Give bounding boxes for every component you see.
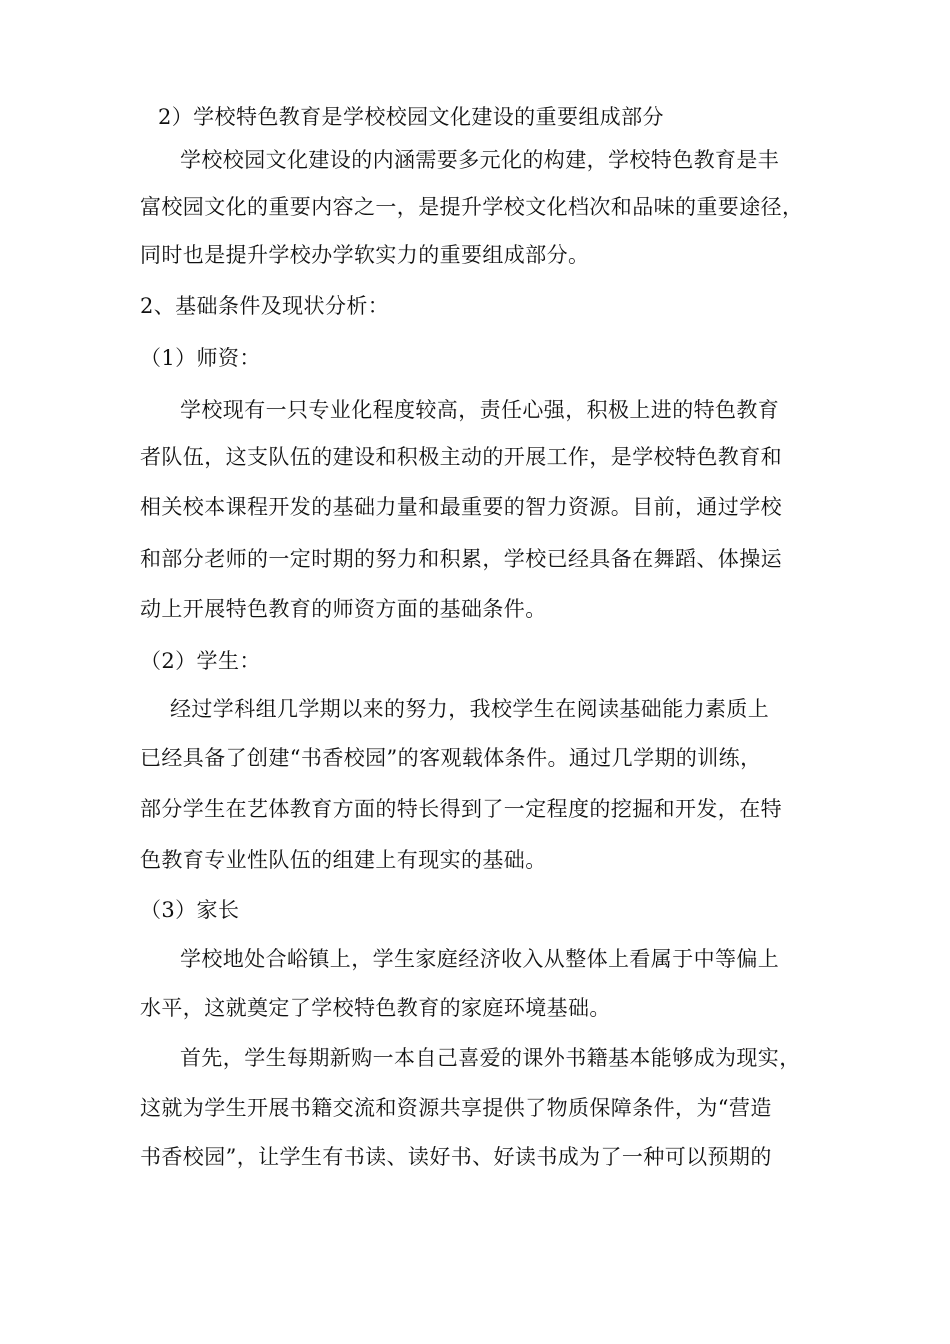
paragraph-line: 这就为学生开展书籍交流和资源共享提供了物质保障条件，为“营造 <box>140 1096 772 1120</box>
paragraph-line: 已经具备了创建“书香校园”的客观载体条件。通过几学期的训练， <box>140 746 762 770</box>
paragraph-line: 经过学科组几学期以来的努力，我校学生在阅读基础能力素质上 <box>170 697 770 721</box>
paragraph-line: 首先，学生每期新购一本自己喜爱的课外书籍基本能够成为现实， <box>180 1046 801 1070</box>
paragraph-line: 水平，这就奠定了学校特色教育的家庭环境基础。 <box>140 996 611 1020</box>
paragraph-line: 学校地处合峪镇上，学生家庭经济收入从整体上看属于中等偏上 <box>180 947 780 971</box>
item-heading-parents: （3）家长 <box>140 898 240 922</box>
paragraph-line: 学校校园文化建设的内涵需要多元化的构建，学校特色教育是丰 <box>180 148 780 172</box>
paragraph-line: 学校现有一只专业化程度较高，责任心强，积极上进的特色教育 <box>180 398 780 422</box>
paragraph-line: 同时也是提升学校办学软实力的重要组成部分。 <box>140 243 590 267</box>
paragraph-line: 和部分老师的一定时期的努力和积累，学校已经具备在舞蹈、体操运 <box>140 547 782 571</box>
item-heading-students: （2）学生： <box>140 649 261 673</box>
paragraph-line: 书香校园”，让学生有书读、读好书、好读书成为了一种可以预期的 <box>140 1145 772 1169</box>
item-heading-teachers: （1）师资： <box>140 346 261 370</box>
subsection-heading-2: 2）学校特色教育是学校校园文化建设的重要组成部分 <box>158 105 664 129</box>
paragraph-line: 相关校本课程开发的基础力量和最重要的智力资源。目前，通过学校 <box>140 495 782 519</box>
paragraph-line: 富校园文化的重要内容之一，是提升学校文化档次和品味的重要途径， <box>140 195 804 219</box>
section-heading-2: 2、基础条件及现状分析： <box>140 294 390 318</box>
paragraph-line: 者队伍，这支队伍的建设和积极主动的开展工作，是学校特色教育和 <box>140 445 782 469</box>
paragraph-line: 部分学生在艺体教育方面的特长得到了一定程度的挖掘和开发，在特 <box>140 797 782 821</box>
paragraph-line: 动上开展特色教育的师资方面的基础条件。 <box>140 597 547 621</box>
paragraph-line: 色教育专业性队伍的组建上有现实的基础。 <box>140 848 547 872</box>
